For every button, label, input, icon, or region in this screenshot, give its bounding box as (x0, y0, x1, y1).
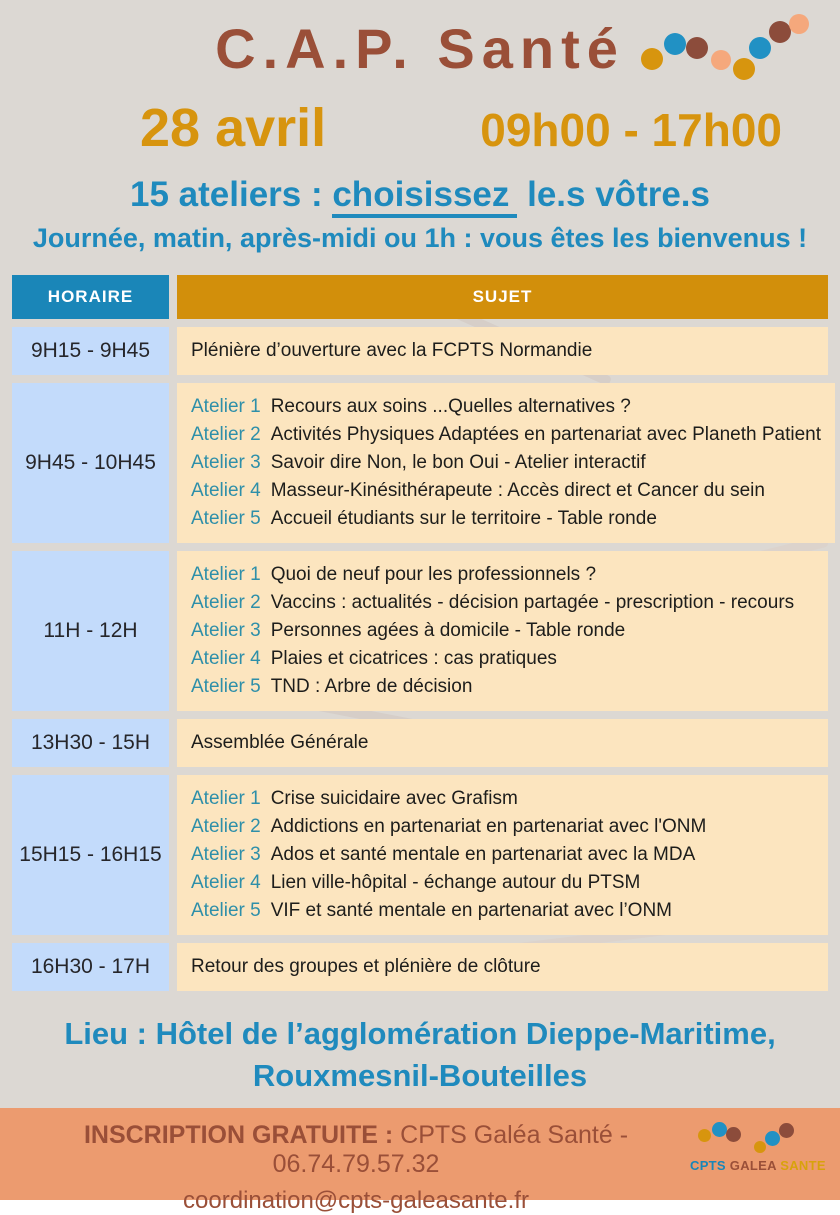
headline (0, 175, 840, 215)
agenda-item-text: Personnes agées à domicile - Table ronde (270, 620, 626, 641)
agenda-item (191, 645, 814, 673)
logo-sante: SANTE (780, 1158, 826, 1173)
atelier-label: Atelier 2 (191, 424, 261, 445)
agenda-item (191, 897, 814, 925)
agenda-item (191, 561, 814, 589)
time-cell: 9H45 - 10H45 (12, 383, 169, 543)
agenda-item-text: Recours aux soins ...Quelles alternatives ? (270, 396, 631, 417)
agenda-item-text: Assemblée Générale (191, 732, 369, 753)
footer-text (0, 1121, 712, 1215)
atelier-label: Atelier 5 (191, 508, 261, 529)
agenda-item (191, 421, 821, 449)
location (0, 1013, 840, 1097)
subject-cell (177, 719, 828, 767)
cpts-galea-sante-logo (690, 1116, 826, 1192)
agenda-item-text: Plaies et cicatrices : cas pratiques (270, 648, 557, 669)
location-line1: Lieu : Hôtel de l’agglomération Dieppe-Maritime, (64, 1016, 776, 1051)
column-header-horaire: HORAIRE (12, 275, 169, 319)
agenda-item-text: Accueil étudiants sur le territoire - Table ronde (270, 508, 657, 529)
table-row (12, 551, 828, 711)
header (0, 0, 840, 81)
agenda-item-text: Crise suicidaire avec Grafism (270, 788, 518, 809)
agenda-item (191, 841, 814, 869)
atelier-label: Atelier 5 (191, 900, 261, 921)
brown-dot-icon (726, 1127, 741, 1142)
brown-dot-icon (686, 37, 708, 59)
gold-dot-icon (698, 1129, 711, 1142)
logo-galea: GALEA (729, 1158, 781, 1173)
logo-dots-icon (690, 1116, 822, 1152)
agenda-item (191, 813, 814, 841)
agenda-item (191, 617, 814, 645)
agenda-item-text: Addictions en partenariat en partenariat avec l'ONM (270, 816, 707, 837)
phone-number: 06.74.79.57.32 (272, 1150, 440, 1178)
subject-cell (177, 775, 828, 935)
logo-cpts: CPTS (690, 1158, 730, 1173)
agenda-item (191, 785, 814, 813)
registration-label: INSCRIPTION GRATUITE : (83, 1121, 394, 1149)
event-time-range: 09h00 - 17h00 (480, 104, 782, 156)
table-row (12, 719, 828, 767)
time-cell: 9H15 - 9H45 (12, 327, 169, 375)
blue-dot-icon (749, 37, 771, 59)
brown-dot-icon (779, 1123, 794, 1138)
agenda-item (191, 505, 821, 533)
date-row (0, 81, 840, 159)
atelier-label: Atelier 2 (191, 592, 261, 613)
table-row (12, 383, 828, 543)
atelier-label: Atelier 1 (191, 564, 261, 585)
subject-cell (177, 383, 835, 543)
time-cell: 16H30 - 17H (12, 943, 169, 991)
peach-dot-icon (789, 14, 809, 34)
organization-name: CPTS Galéa Santé (400, 1121, 613, 1149)
agenda-item (191, 953, 814, 981)
agenda-item-text: VIF et santé mentale en partenariat avec l’ONM (270, 900, 673, 921)
agenda-item-text: Lien ville-hôpital - échange autour du PTSM (270, 872, 641, 893)
blue-dot-icon (712, 1122, 727, 1137)
blue-dot-icon (664, 33, 686, 55)
table-row (12, 775, 828, 935)
atelier-label: Atelier 4 (191, 872, 261, 893)
time-cell: 15H15 - 16H15 (12, 775, 169, 935)
subject-cell (177, 943, 828, 991)
page-title: C.A.P. Santé (215, 17, 625, 80)
agenda-item-text: Activités Physiques Adaptées en partenariat avec Planeth Patient (270, 424, 821, 445)
gold-dot-icon (754, 1141, 766, 1153)
headline-suffix: le.s vôtre.s (517, 175, 710, 214)
separator: - (619, 1121, 629, 1149)
table-header (12, 275, 828, 319)
atelier-label: Atelier 5 (191, 676, 261, 697)
headline-underlined: choisissez (332, 175, 517, 218)
agenda-item-text: TND : Arbre de décision (270, 676, 473, 697)
agenda-item (191, 477, 821, 505)
agenda-item (191, 449, 821, 477)
atelier-label: Atelier 4 (191, 480, 261, 501)
agenda-item (191, 393, 821, 421)
agenda-item-text: Ados et santé mentale en partenariat avec la MDA (270, 844, 696, 865)
registration-line (0, 1121, 712, 1179)
headline-prefix: 15 ateliers : (130, 175, 333, 214)
footer (0, 1108, 840, 1214)
subheadline: Journée, matin, après-midi ou 1h : vous êtes les bienvenus ! (32, 223, 808, 253)
atelier-label: Atelier 2 (191, 816, 261, 837)
atelier-label: Atelier 3 (191, 620, 261, 641)
agenda-item (191, 589, 814, 617)
agenda-item-text: Vaccins : actualités - décision partagée - prescription - recours (270, 592, 795, 613)
gold-dot-icon (641, 48, 663, 70)
atelier-label: Atelier 1 (191, 788, 261, 809)
atelier-label: Atelier 1 (191, 396, 261, 417)
atelier-label: Atelier 3 (191, 452, 261, 473)
agenda-item-text: Masseur-Kinésithérapeute : Accès direct et Cancer du sein (270, 480, 765, 501)
agenda-item-text: Plénière d’ouverture avec la FCPTS Normandie (191, 340, 593, 361)
table-row (12, 327, 828, 375)
time-cell: 11H - 12H (12, 551, 169, 711)
agenda-item (191, 729, 814, 757)
agenda-item (191, 673, 814, 701)
logo-text (690, 1158, 826, 1173)
brown-dot-icon (769, 21, 791, 43)
table-row (12, 943, 828, 991)
atelier-label: Atelier 4 (191, 648, 261, 669)
atelier-label: Atelier 3 (191, 844, 261, 865)
table-body (12, 327, 828, 991)
subject-cell (177, 551, 828, 711)
time-cell: 13H30 - 15H (12, 719, 169, 767)
dots-decoration (641, 14, 821, 86)
agenda-item-text: Retour des groupes et plénière de clôture (191, 956, 541, 977)
agenda-item-text: Savoir dire Non, le bon Oui - Atelier interactif (270, 452, 646, 473)
column-header-sujet: SUJET (177, 275, 828, 319)
location-line2: Rouxmesnil-Bouteilles (252, 1058, 588, 1093)
subject-cell (177, 327, 828, 375)
agenda-item (191, 337, 814, 365)
gold-dot-icon (733, 58, 755, 80)
event-date: 28 avril (140, 98, 327, 158)
email-address: coordination@cpts-galeasante.fr (183, 1187, 529, 1214)
agenda-item (191, 869, 814, 897)
agenda-item-text: Quoi de neuf pour les professionnels ? (270, 564, 597, 585)
blue-dot-icon (765, 1131, 780, 1146)
schedule-table (12, 275, 828, 991)
peach-dot-icon (711, 50, 731, 70)
